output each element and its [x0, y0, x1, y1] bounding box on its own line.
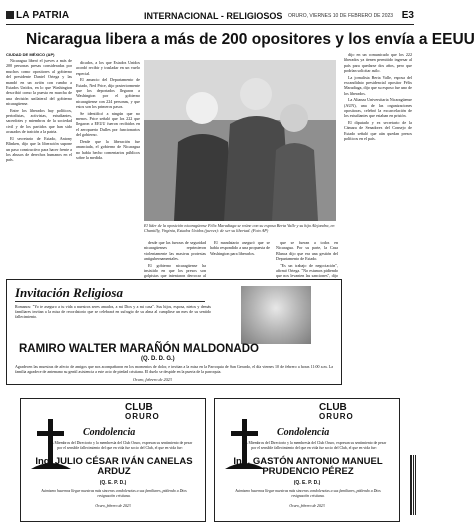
condolence-name: Ing. GASTÓN ANTONIO MANUEL PRUDENCIO PÉREZ	[233, 456, 383, 477]
condolence-text: Los Miembros del Directorio y la membresía del Club Oruro, expresan su sentimiento de pesar por el sensible fallecimiento del que en vida fue socio del Club, el que en vida fue:	[47, 441, 193, 450]
invitation-text: Romanos: "Yo te aseguro a tu vida a nuestros seres amados, a mi Dios y a mi casa". Sus hijos, esposa, nietos y demás familiares invitan a la misa de recordatorio que se celebrará en sufragio de su alma al cumplirse un mes de su sentido fallecimiento.	[15, 304, 211, 319]
qepd-label: (Q. E. P. D.)	[99, 480, 127, 486]
paragraph: El secretario de Estado, Antony Blinken, dijo que la liberación supone un paso constructivo para hacer frente a los abusos de derechos humanos en el país.	[6, 135, 72, 163]
deceased-name: RAMIRO WALTER MARAÑÓN MALDONADO	[19, 343, 259, 355]
condolence-ad-2	[214, 398, 400, 522]
logo-text: LA PATRIA	[16, 10, 70, 21]
paragraph: dicados, a los que Estados Unidos acordó recibir y trasladar en un vuelo especial.	[76, 60, 140, 76]
paragraph: desde que las fuerzas de seguridad nicaragüenses reprimieron violentamente las masivas protestas antigubernamentales.	[144, 240, 206, 262]
paragraph: que se fueran a todos en Nicaragua. Por su parte, la Casa Blanca dijo que era una gestión del Departamento de Estado.	[276, 240, 338, 262]
article-headline: Nicaragua libera a más de 200 opositores y los envía a EEUU	[26, 31, 475, 48]
club-logo	[125, 403, 160, 421]
article-column-2	[76, 60, 140, 276]
section-title: INTERNACIONAL - RELIGIOSOS	[144, 11, 283, 21]
club-logo-subtext: ORURO	[319, 412, 354, 421]
qdd-g-label: (Q. D. D. G.)	[141, 356, 175, 362]
condolence-footer: Asimismo hacemos llegar nuestras más sinceras condolencias a sus familiares, pidiendo a Dios resignación cristiana.	[41, 489, 187, 498]
article-column-5	[344, 52, 412, 390]
article-byline: CIUDAD DE MÉXICO (AP)	[6, 52, 55, 57]
paragraph: La Alianza Universitaria Nicaragüense (AUN), una de las organizaciones opositoras, celebró la excarcelación de los estudiantes que estaban en prisión.	[344, 97, 412, 119]
divider	[15, 301, 205, 302]
page-number: E3	[401, 10, 414, 21]
paragraph: La jornalista Berta Valle, esposa del excandidato presidencial opositor Félix Maradiaga, dijo que su esposo fue uno de los liberados.	[344, 74, 412, 96]
invitation-body: Agradecen las muestras de afecto de amigos que nos acompañaron en los momentos de dolor, e invitan a la misa en la Parroquia de San Gerardo, el día viernes 10 de febrero a horas 11:00 a.m. La familia agradece de antemano su gentil asistencia a este acto de piedad cristiana. El duelo se despide en la puerta de la parroquia.	[15, 364, 333, 374]
masthead	[6, 10, 414, 25]
paragraph: Desde que la liberación fue anunciada, el gobierno de Nicaragua no había hecho comentarios públicos sobre la medida.	[76, 138, 140, 160]
condolence-name: Ing. JULIO CÉSAR IVÁN CANELAS ARDUZ	[35, 456, 193, 477]
portrait-photo	[241, 286, 311, 344]
club-logo-text: CLUB	[125, 402, 153, 413]
article-column-1	[6, 52, 72, 276]
article-column-3b	[210, 240, 270, 276]
invitation-title: Invitación Religiosa	[15, 285, 123, 300]
paragraph: dijo en un comunicado que los 222 liberados ya tienen permitido ingresar al país para quedarse dos años, pero que podrían solicitar asilo.	[344, 52, 412, 74]
paragraph: "Es un trabajo de negociación", afirmó Ortega. "No estamos pidiendo que nos levanten las sanciones", dijo	[276, 262, 338, 279]
condolence-place: Oruro, febrero de 2023	[289, 504, 325, 508]
barcode-strip	[410, 455, 416, 515]
invitation-ad	[6, 279, 342, 385]
article-photo	[144, 60, 336, 221]
club-logo	[319, 403, 354, 421]
paragraph: El anuncio del Departamento de Estado, Ned Price, dijo posteriormente que los deportados llegaron a Washington por el gobierno nicaragüense con 224 personas, y que estos son los primeros pasos.	[76, 77, 140, 110]
condolence-title: Condolencia	[277, 427, 330, 438]
condolence-title: Condolencia	[83, 427, 136, 438]
qepd-label: (Q. E. P. D.)	[293, 480, 321, 486]
article-column-3	[144, 240, 206, 279]
photo-scene	[144, 60, 336, 221]
condolence-footer: Asimismo hacemos llegar nuestras más sinceras condolencias a sus familiares, pidiendo a Dios resignación cristiana.	[235, 489, 381, 498]
paragraph: Entre los liberados hay políticos, periodistas, activistas, estudiantes, sacerdotes y miembros de la sociedad civil y de los partidos que han sido acusados de traición a la patria.	[6, 107, 72, 135]
condolence-place: Oruro, febrero de 2023	[95, 504, 131, 508]
condolence-ad-1	[20, 398, 206, 522]
paragraph: Se identificó a ningún que no menos. Price señaló que los 222 que llegaron a EEUU fueron recibidos en el aeropuerto Dulles por funcionarios del gobierno.	[76, 110, 140, 138]
invitation-place: Oruro, febrero de 2023	[133, 377, 172, 382]
paragraph: Nicaragua liberó el jueves a más de 200 personas presas consideradas por muchos como opositores al gobierno del presidente Daniel Ortega y las mandó en un avión con rumbo a Estados Unidos, en lo que Washington describió como la puesta en marcha de una decisión unilateral del gobierno nicaragüense.	[6, 58, 72, 107]
newspaper-logo	[6, 10, 69, 21]
paragraph: El mandatario aseguró que se había respondido a una propuesta de Washington para liberarlos.	[210, 240, 270, 256]
club-logo-text: CLUB	[319, 402, 347, 413]
dateline: ORURO, VIERNES 10 DE FEBRERO DE 2023	[288, 13, 394, 19]
paragraph: El diputado y ex secretario de la Cámara de Senadores del Consejo de Estado señaló que aún quedan presos políticos en el país.	[344, 119, 412, 142]
photo-caption: El líder de la oposición nicaragüense Félix Maradiaga se reúne con su esposa Berta Valle y su hija Alejandra, en Chantilly, Virginia, Estados Unidos (jueves): de ser su libertad. (Foto AP)	[144, 223, 335, 234]
condolence-text: Los Miembros del Directorio y la membresía del Club Oruro, expresan su sentimiento de pesar por el sensible fallecimiento del que en vida fue socio del Club, el que en vida fue:	[241, 441, 387, 450]
club-logo-subtext: ORURO	[125, 412, 160, 421]
logo-icon	[6, 11, 14, 19]
paragraph: El gobierno nicaragüense ha insistido en que los presos son golpistas que intentaron derrocar al	[144, 262, 206, 279]
